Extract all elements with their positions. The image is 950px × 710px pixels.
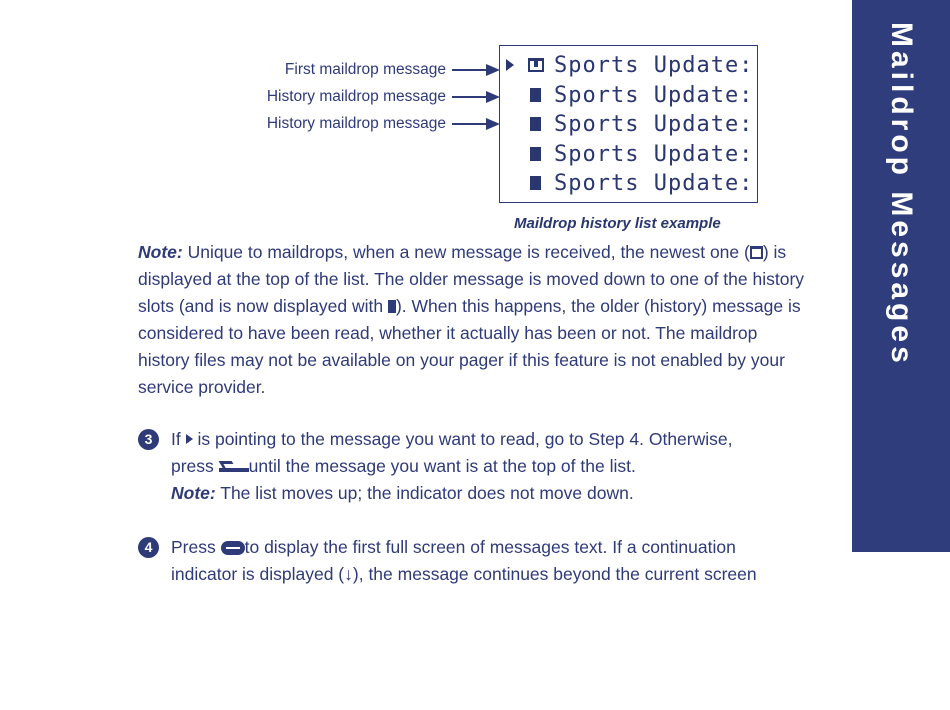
message-title: Sports Update: <box>554 111 754 137</box>
callout-label: History maildrop message <box>266 114 446 132</box>
step-text: is pointing to the message you want to read, go to Step 4. Otherwise, press <box>171 429 733 476</box>
section-tab-title: Maildrop Messages <box>885 22 918 367</box>
new-message-icon <box>528 58 544 72</box>
note-text: ). When this happens, the older (history) message is considered to have been read, whether it actually has been or not. The maildrop history files may not be available on your pager if this feature is not enabled by your service provider. <box>138 296 801 397</box>
message-title: Sports Update: <box>554 82 754 108</box>
message-title: Sports Update: <box>554 141 754 167</box>
note-label: Note: <box>171 483 216 503</box>
pointer-icon <box>186 434 193 444</box>
pointer-icon <box>506 59 514 71</box>
read-key-icon <box>221 541 245 555</box>
callout-label: History maildrop message <box>266 87 446 105</box>
arrow-right-icon <box>452 119 500 129</box>
pager-screen <box>499 45 758 203</box>
step-text: Press <box>171 537 221 557</box>
note-paragraph <box>138 239 808 401</box>
note-text: ) is displayed at the top of the list. The older message is moved down to one of the history slots (and is now displayed with <box>138 242 805 316</box>
history-block-icon <box>388 300 396 313</box>
arrow-right-icon <box>452 92 500 102</box>
callout-labels <box>200 56 500 137</box>
step-text: If <box>171 429 186 449</box>
note-label: Note: <box>138 242 183 262</box>
new-message-icon <box>750 246 763 259</box>
message-title: Sports Update: <box>554 170 754 196</box>
callout-history <box>200 83 500 110</box>
step-text: until the message you want is at the top of the list. <box>248 456 636 476</box>
history-block-icon <box>530 147 541 161</box>
message-title: Sports Update: <box>554 52 754 78</box>
section-tab <box>852 0 950 552</box>
arrow-right-icon <box>452 65 500 75</box>
figure-caption: Maildrop history list example <box>514 215 721 232</box>
step-number: 3 <box>138 429 159 450</box>
callout-history <box>200 110 500 137</box>
history-block-icon <box>530 88 541 102</box>
step-3 <box>138 426 758 507</box>
callout-label: First maildrop message <box>284 60 446 78</box>
note-text: Unique to maildrops, when a new message is received, the newest one ( <box>182 242 750 262</box>
step-text: to display the first full screen of messages text. If a continuation indicator is displayed ( <box>171 537 736 584</box>
step-number: 4 <box>138 537 159 558</box>
down-key-icon <box>219 463 249 472</box>
history-block-icon <box>530 117 541 131</box>
callout-first <box>200 56 500 83</box>
continuation-indicator: ↓ <box>344 564 353 584</box>
note-text: The list moves up; the indicator does not move down. <box>215 483 634 503</box>
step-4 <box>138 534 758 588</box>
step-text: ), the message continues beyond the current screen <box>352 564 757 584</box>
history-block-icon <box>530 176 541 190</box>
